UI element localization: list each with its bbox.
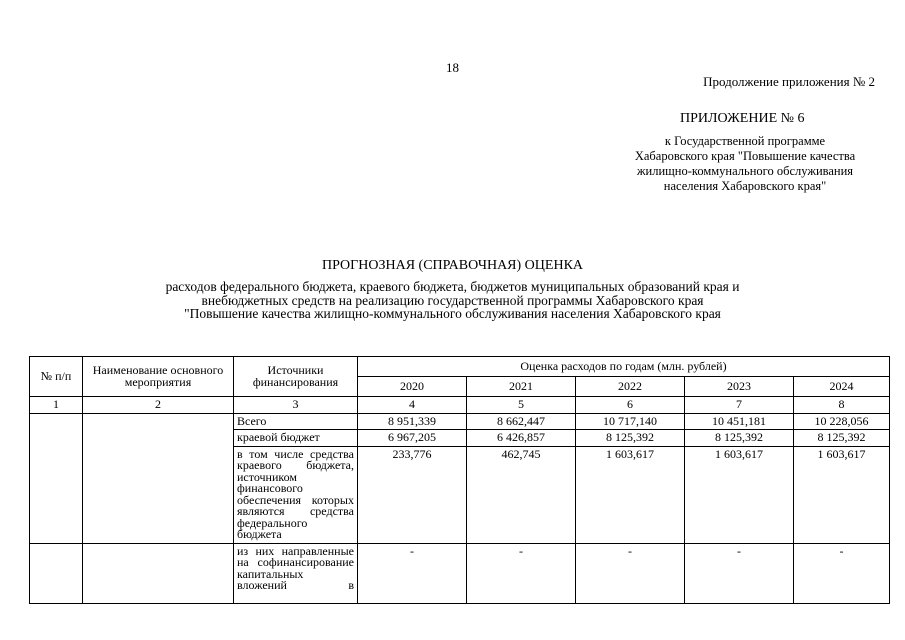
subtitle-line: "Повышение качества жилищно-коммунального обслуживания населения Хабаровского края [184,306,721,321]
cell-name [83,543,234,603]
cell-value: 8 125,392 [576,430,685,447]
col-number: 2 [83,397,234,414]
appendix-title: ПРИЛОЖЕНИЕ № 6 [680,111,805,126]
table-row [30,413,890,430]
cell-value: 10 228,056 [794,413,890,430]
cell-value: - [794,543,890,603]
cell-value: 1 603,617 [576,446,685,543]
header-year: 2023 [685,377,794,397]
cell-source: из них направленные на софинансирование капитальных вложений в [234,543,358,603]
col-number: 8 [794,397,890,414]
col-number: 4 [358,397,467,414]
cell-value: 8 125,392 [685,430,794,447]
col-number: 7 [685,397,794,414]
cell-value: - [685,543,794,603]
appendix-sub-line: населения Хабаровского края" [663,179,827,193]
cell-value: 8 125,392 [794,430,890,447]
continuation-note: Продолжение приложения № 2 [703,74,875,89]
header-estimate: Оценка расходов по годам (млн. рублей) [358,357,890,377]
table-row [30,543,890,603]
cell-value: 10 451,181 [685,413,794,430]
header-year: 2022 [576,377,685,397]
cell-value: 8 951,339 [358,413,467,430]
cell-value: - [358,543,467,603]
col-number: 1 [30,397,83,414]
cell-source: в том числе средства краевого бюджета, источником финансового обеспечения которых являются средства федерального бюджета [234,446,358,543]
cell-num [30,543,83,603]
subtitle-line: расходов федерального бюджета, краевого бюджета, бюджетов муниципальных образований края и [165,279,740,294]
cell-value: 233,776 [358,446,467,543]
expense-table [29,356,890,604]
appendix-sub-line: Хабаровского края "Повышение качества [634,149,856,163]
cell-value: 10 717,140 [576,413,685,430]
subtitle-line: внебюджетных средств на реализацию государственной программы Хабаровского края [201,292,704,308]
header-year: 2024 [794,377,890,397]
document-title: ПРОГНОЗНАЯ (СПРАВОЧНАЯ) ОЦЕНКА [321,258,584,273]
appendix-sub-line: жилищно-коммунального обслуживания [636,164,854,178]
cell-value: 6 967,205 [358,430,467,447]
cell-num [30,413,83,543]
col-number: 3 [234,397,358,414]
cell-value: - [467,543,576,603]
page-number: 18 [446,60,459,75]
appendix-subtitle [620,134,870,194]
cell-value: - [576,543,685,603]
cell-value: 462,745 [467,446,576,543]
header-name: Наименование основного мероприятия [83,357,234,397]
col-number: 5 [467,397,576,414]
header-num: № п/п [30,357,83,397]
cell-name [83,413,234,543]
header-source: Источники финансирования [234,357,358,397]
cell-value: 1 603,617 [685,446,794,543]
cell-source: краевой бюджет [234,430,358,447]
header-year: 2021 [467,377,576,397]
document-subtitle [100,280,805,321]
appendix-sub-line: к Государственной программе [664,134,826,148]
cell-value: 8 662,447 [467,413,576,430]
cell-source: Всего [234,413,358,430]
cell-value: 6 426,857 [467,430,576,447]
col-number: 6 [576,397,685,414]
header-year: 2020 [358,377,467,397]
cell-value: 1 603,617 [794,446,890,543]
